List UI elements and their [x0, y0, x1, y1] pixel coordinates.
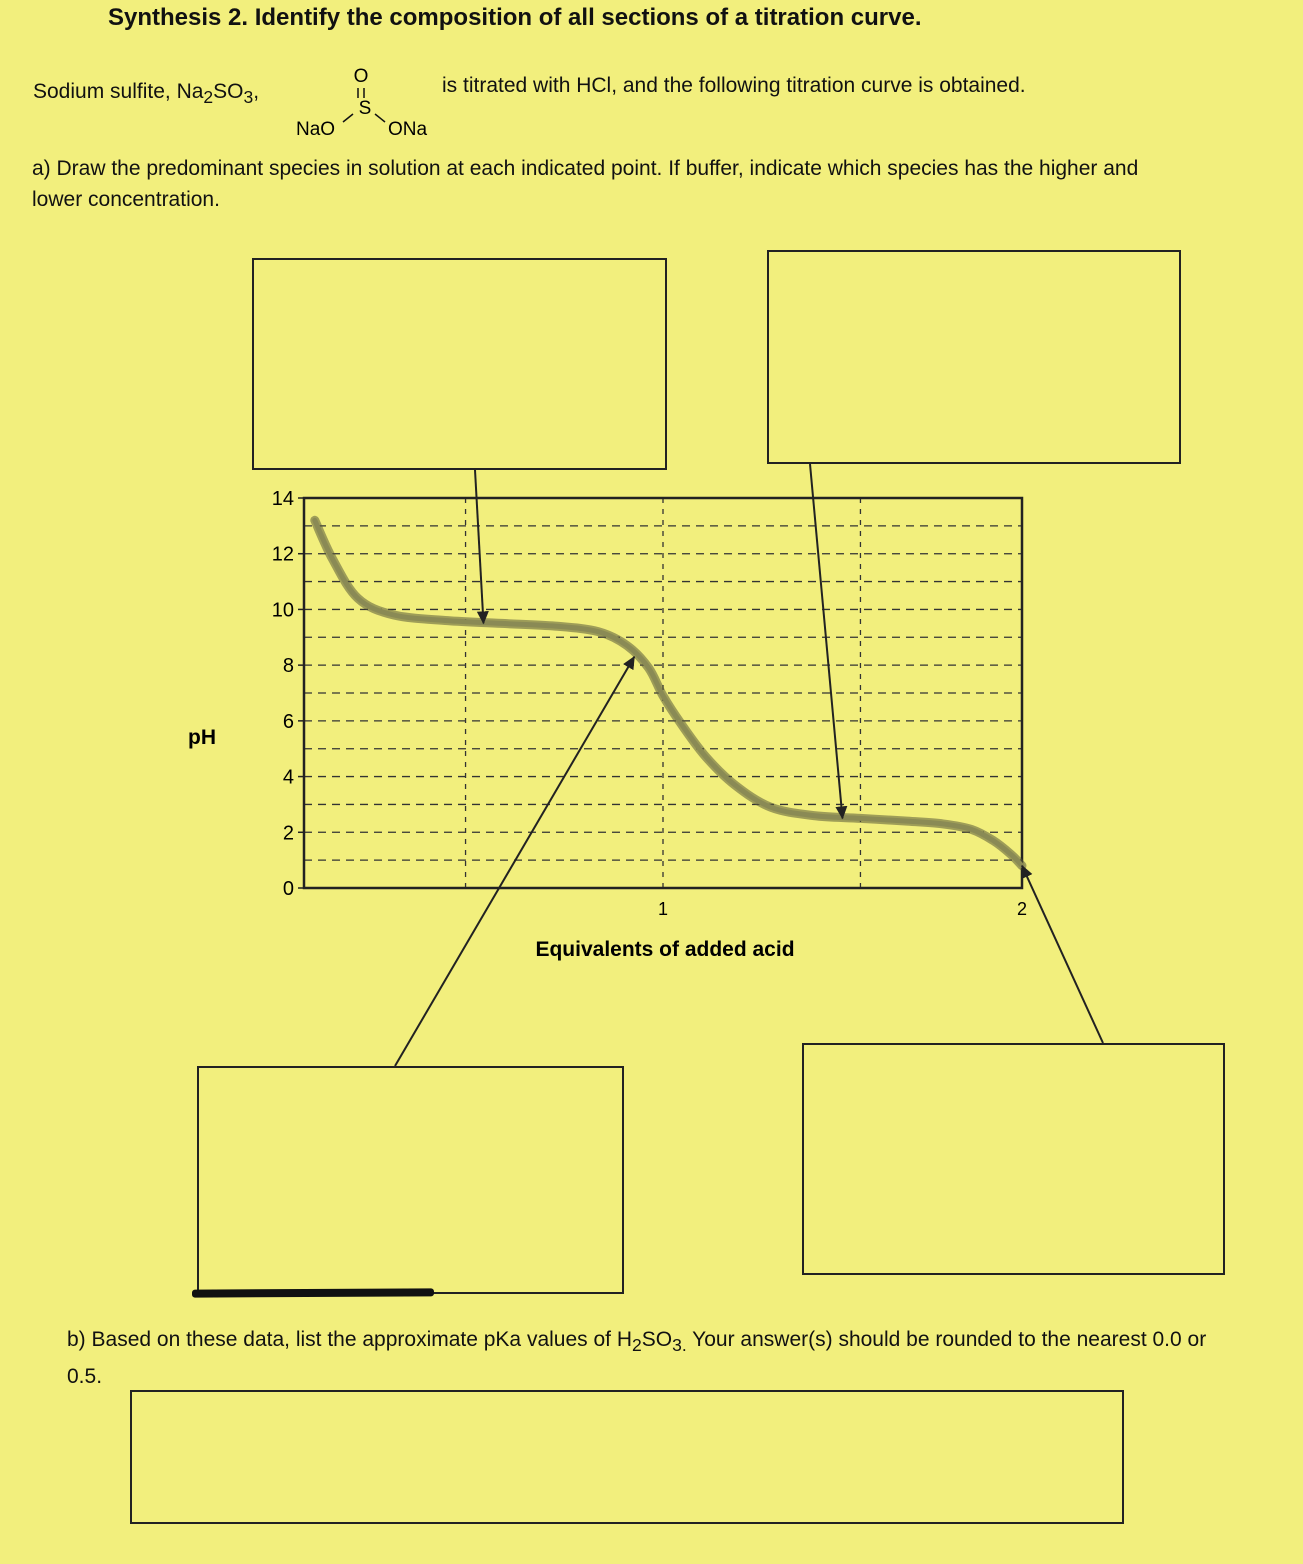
answer-box-first-equivalence[interactable] [197, 1066, 624, 1294]
arrow-first-buffer [475, 470, 484, 623]
question-b-text3: Your answer(s) should be rounded to the nearest 0.0 or 0.5. [67, 1328, 1207, 1389]
y-tick-label: 2 [282, 822, 294, 845]
question-b-sub2: 3. [672, 1335, 687, 1356]
y-tick-label: 4 [282, 766, 294, 789]
intro-mid: SO [213, 80, 244, 103]
y-tick-label: 0 [282, 878, 294, 900]
y-tick-label: 14 [271, 488, 294, 510]
intro-suffix: , [253, 80, 260, 103]
intro-after: is titrated with HCl, and the following titration curve is obtained. [442, 74, 1026, 97]
intro-prefix: Sodium sulfite, Na [33, 80, 204, 103]
intro-sub1: 2 [203, 87, 214, 108]
x-tick-label: 2 [1016, 899, 1028, 919]
y-tick-label: 6 [282, 710, 294, 733]
y-tick-label: 10 [271, 599, 294, 622]
page-title: Synthesis 2. Identify the composition of all sections of a titration curve. [108, 4, 922, 31]
y-axis-label: pH [188, 726, 216, 749]
arrow-first-equivalence [395, 657, 634, 1066]
answer-box-pka[interactable] [130, 1390, 1124, 1524]
x-axis-label: Equivalents of added acid [535, 938, 795, 961]
question-b-text1: b) Based on these data, list the approximate pKa values of H [67, 1328, 633, 1351]
arrow-second-buffer [810, 464, 843, 818]
molecule-oxygen: O [353, 66, 369, 87]
molecule-left-group: NaO [296, 119, 336, 140]
pen-mark [192, 1288, 434, 1297]
question-b-text2: SO [641, 1328, 673, 1351]
y-tick-label: 8 [282, 655, 294, 678]
intro-sub2: 3 [243, 87, 254, 108]
question-a: a) Draw the predominant species in solution at each indicated point. If buffer, indicate which species has the higher and lower concentration. [32, 157, 1139, 211]
y-tick-label: 12 [271, 543, 294, 566]
question-b-sub1: 2 [632, 1335, 642, 1356]
x-tick-label: 1 [657, 899, 669, 919]
arrow-second-equivalence [1022, 866, 1103, 1043]
question-b [67, 1324, 1227, 1392]
molecule-sulfur: S [358, 98, 372, 119]
molecule-right-group: ONa [388, 119, 428, 140]
